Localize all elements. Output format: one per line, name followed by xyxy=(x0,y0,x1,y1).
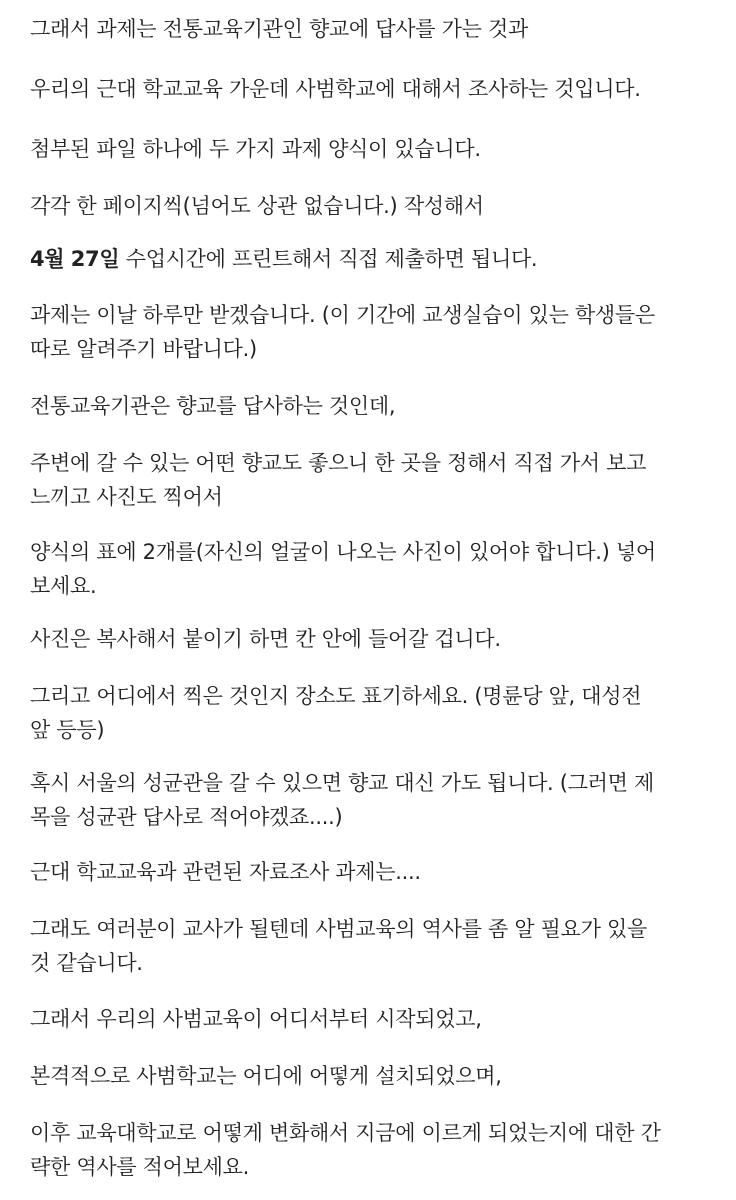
text-line: 각각 한 페이지씩(넘어도 상관 없습니다.) 작성해서 xyxy=(30,194,484,218)
text-line: 양식의 표에 2개를(자신의 얼굴이 나오는 사진이 있어야 합니다.) 넣어 xyxy=(30,540,656,564)
paragraph-sungkyunkwan xyxy=(30,766,720,834)
paragraph-attached-file xyxy=(30,132,720,166)
text-line: 우리의 근대 학교교육 가운데 사범학교에 대해서 조사하는 것입니다. xyxy=(30,77,641,101)
text-line: 것 같습니다. xyxy=(30,951,143,975)
paragraph-hyanggyo-visit xyxy=(30,389,720,423)
text-line: 혹시 서울의 성균관을 갈 수 있으면 향교 대신 가도 됩니다. (그러면 제 xyxy=(30,771,655,795)
text-line: 느끼고 사진도 찍어서 xyxy=(30,485,223,509)
paragraph-assignment-intro xyxy=(30,12,720,46)
text-line: 본격적으로 사범학교는 어디에 어떻게 설치되었으며, xyxy=(30,1064,502,1088)
text-line: 따로 알려주기 바랍니다.) xyxy=(30,337,257,361)
text-line: 목을 성균관 답사로 적어야겠죠....) xyxy=(30,805,343,829)
paragraph-two-photos xyxy=(30,535,720,603)
paragraph-page-each xyxy=(30,189,720,223)
text-line: 근대 학교교육과 관련된 자료조사 과제는.... xyxy=(30,860,421,884)
due-date-rest: 수업시간에 프린트해서 직접 제출하면 됩니다. xyxy=(119,247,538,271)
paragraph-modern-education xyxy=(30,72,720,106)
text-line: 첨부된 파일 하나에 두 가지 과제 양식이 있습니다. xyxy=(30,137,481,161)
text-line: 앞 등등) xyxy=(30,718,105,742)
text-line: 보세요. xyxy=(30,574,97,598)
paragraph-submission-day xyxy=(30,298,720,366)
text-line: 그래서 과제는 전통교육기관인 향교에 답사를 가는 것과 xyxy=(30,17,528,41)
paragraph-established xyxy=(30,1059,720,1093)
text-line xyxy=(30,242,720,276)
paragraph-choose-place xyxy=(30,446,720,514)
paragraph-brief-history xyxy=(30,1116,720,1184)
paragraph-mark-location xyxy=(30,679,720,747)
text-line: 사진은 복사해서 붙이기 하면 칸 안에 들어갈 겁니다. xyxy=(30,627,501,651)
paragraph-origin xyxy=(30,1002,720,1036)
due-day: 27일 xyxy=(70,247,120,271)
paragraph-research-assignment xyxy=(30,855,720,889)
text-line: 략한 역사를 적어보세요. xyxy=(30,1155,249,1179)
text-line: 주변에 갈 수 있는 어떤 향교도 좋으니 한 곳을 정해서 직접 가서 보고 xyxy=(30,451,647,475)
paragraph-paste-photo xyxy=(30,622,720,656)
paragraph-due-date xyxy=(30,242,720,276)
text-line: 그리고 어디에서 찍은 것인지 장소도 표기하세요. (명륜당 앞, 대성전 xyxy=(30,684,642,708)
due-month: 4월 xyxy=(30,247,65,271)
text-line: 전통교육기관은 향교를 답사하는 것인데, xyxy=(30,394,396,418)
text-line: 그래도 여러분이 교사가 될텐데 사범교육의 역사를 좀 알 필요가 있을 xyxy=(30,917,647,941)
text-line: 그래서 우리의 사범교육이 어디서부터 시작되었고, xyxy=(30,1007,482,1031)
paragraph-teacher-history xyxy=(30,912,720,980)
text-line: 과제는 이날 하루만 받겠습니다. (이 기간에 교생실습이 있는 학생들은 xyxy=(30,303,655,327)
text-line: 이후 교육대학교로 어떻게 변화해서 지금에 이르게 되었는지에 대한 간 xyxy=(30,1121,661,1145)
